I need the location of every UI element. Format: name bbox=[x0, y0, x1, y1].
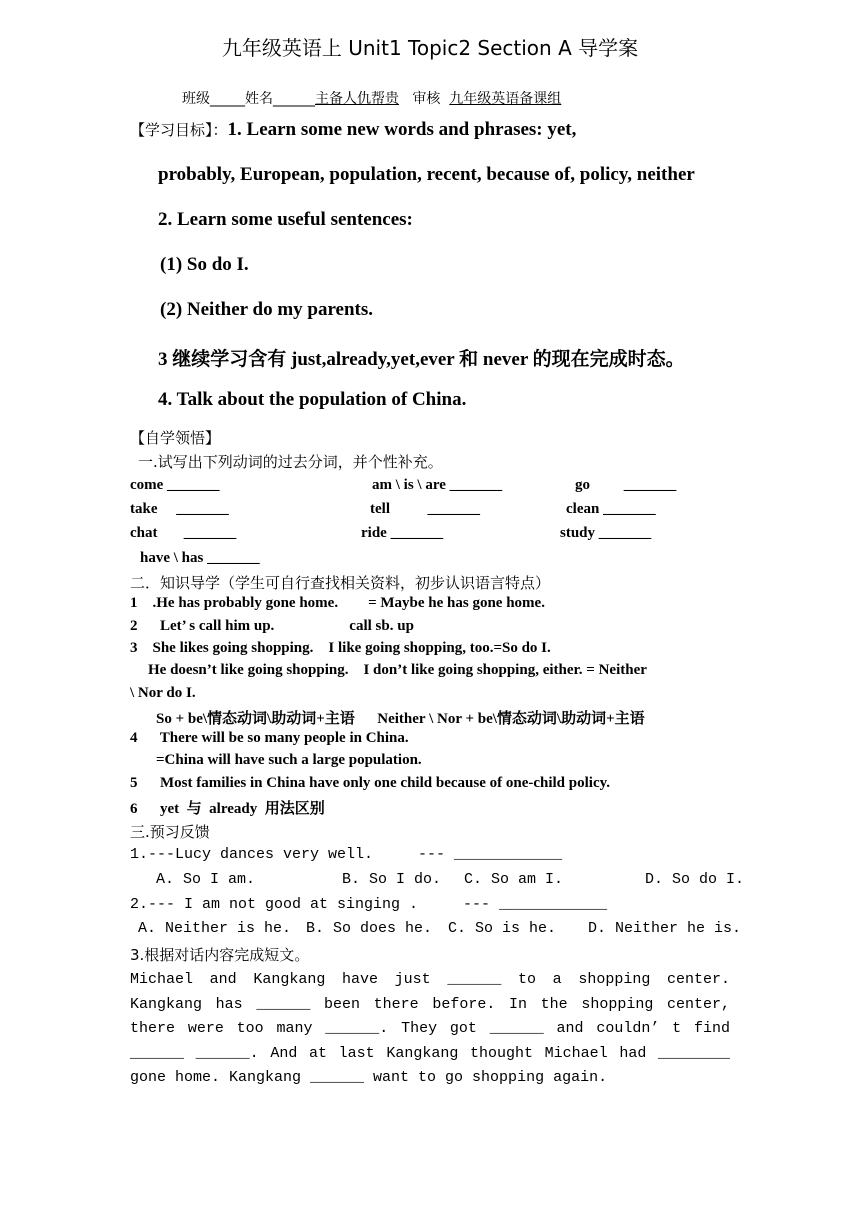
verb-cell: ride _______ bbox=[361, 525, 444, 541]
goal-line-6: 3 继续学习含有 just,already,yet,ever 和 never 的现在完成时态。 bbox=[158, 349, 685, 370]
knowledge-item-3c: \ Nor do I. bbox=[130, 685, 196, 701]
knowledge-item-2: 2 Let’ s call him up. call sb. up bbox=[130, 618, 414, 634]
q1-option-b: B. So I do. bbox=[342, 871, 442, 888]
knowledge-item-4b: =China will have such a large population. bbox=[156, 752, 422, 768]
verb-cell: study _______ bbox=[560, 525, 652, 541]
preparer: 主备人仇帮贵 bbox=[315, 91, 399, 107]
name-label: 姓名 bbox=[245, 91, 273, 107]
verb-cell: take _______ bbox=[130, 501, 229, 517]
verb-cell: go _______ bbox=[575, 477, 677, 493]
question-2: 2.--- I am not good at singing . --- ____________ bbox=[130, 896, 608, 913]
verb-cell: clean _______ bbox=[566, 501, 656, 517]
verb-cell: come _______ bbox=[130, 477, 220, 493]
question-3: 3.根据对话内容完成短文。 bbox=[130, 946, 310, 964]
passage: Michael and Kangkang have just ______ to a shopping center. Kangkang has ______ been there before. In the shopping center, there were too many ______. They got ______ and couldn’ t find ______ ______. And at last Kangkang thought Michael had ________ gone home. Kangkang ______ want to go shopping again. bbox=[130, 971, 730, 1086]
knowledge-item-4: 4 There will be so many people in China. bbox=[130, 730, 409, 746]
goal-line-7: 4. Talk about the population of China. bbox=[158, 389, 467, 410]
knowledge-item-5: 5 Most families in China have only one child because of one-child policy. bbox=[130, 775, 611, 791]
knowledge-item-1: 1 .He has probably gone home. = Maybe he has gone home. bbox=[130, 595, 545, 611]
header-info bbox=[182, 88, 561, 108]
verb-cell: chat _______ bbox=[130, 525, 237, 541]
part1-title: 一.试写出下列动词的过去分词，并个性补充。 bbox=[138, 453, 443, 471]
class-blank: _____ bbox=[210, 91, 245, 107]
page-title: 九年级英语上 Unit1 Topic2 Section A 导学案 bbox=[221, 36, 639, 60]
part3-title: 三.预习反馈 bbox=[130, 823, 210, 841]
review-label: 审核 bbox=[412, 91, 441, 107]
q1-option-d: D. So do I. bbox=[645, 871, 745, 888]
self-study-heading: 【自学领悟】 bbox=[130, 429, 221, 447]
knowledge-item-3b: He doesn’t like going shopping. I don’t like going shopping, either. = Neither bbox=[148, 662, 647, 678]
knowledge-item-6: 6 yet 与 already 用法区别 bbox=[130, 801, 325, 817]
goal-line-3: 2. Learn some useful sentences: bbox=[158, 209, 413, 230]
verb-cell: have \ has _______ bbox=[140, 550, 260, 566]
review-value: 九年级英语备课组 bbox=[449, 91, 562, 107]
knowledge-item-3d: So + be\情态动词\助动词+主语 Neither \ Nor + be\情态动词\助动词+主语 bbox=[156, 711, 645, 727]
goals-heading: 【学习目标】： bbox=[130, 121, 228, 139]
goal-line-5: (2) Neither do my parents. bbox=[160, 299, 374, 320]
goals-first-line bbox=[130, 119, 576, 141]
verb-cell: tell _______ bbox=[370, 501, 480, 517]
q1-option-a: A. So I am. bbox=[156, 871, 256, 888]
q1-option-c: C. So am I. bbox=[464, 871, 564, 888]
q2-option-c: C. So is he. bbox=[448, 920, 557, 937]
knowledge-item-3: 3 She likes going shopping. I like going shopping, too.=So do I. bbox=[130, 640, 551, 656]
goal-line-1: 1. Learn some new words and phrases: yet, bbox=[227, 119, 577, 140]
verb-cell: am \ is \ are _______ bbox=[372, 477, 503, 493]
name-blank: ______ bbox=[273, 91, 315, 107]
q2-option-b: B. So does he. bbox=[306, 920, 433, 937]
q2-option-d: D. Neither he is. bbox=[588, 920, 742, 937]
question-1: 1.---Lucy dances very well. --- ____________ bbox=[130, 846, 563, 863]
q2-option-a: A. Neither is he. bbox=[138, 920, 292, 937]
class-label: 班级 bbox=[182, 91, 210, 107]
part2-title: 二．知识导学（学生可自行查找相关资料，初步认识语言特点） bbox=[130, 574, 551, 592]
goal-line-4: (1) So do I. bbox=[160, 254, 249, 275]
goal-line-2: probably, European, population, recent, because of, policy, neither bbox=[158, 164, 695, 185]
